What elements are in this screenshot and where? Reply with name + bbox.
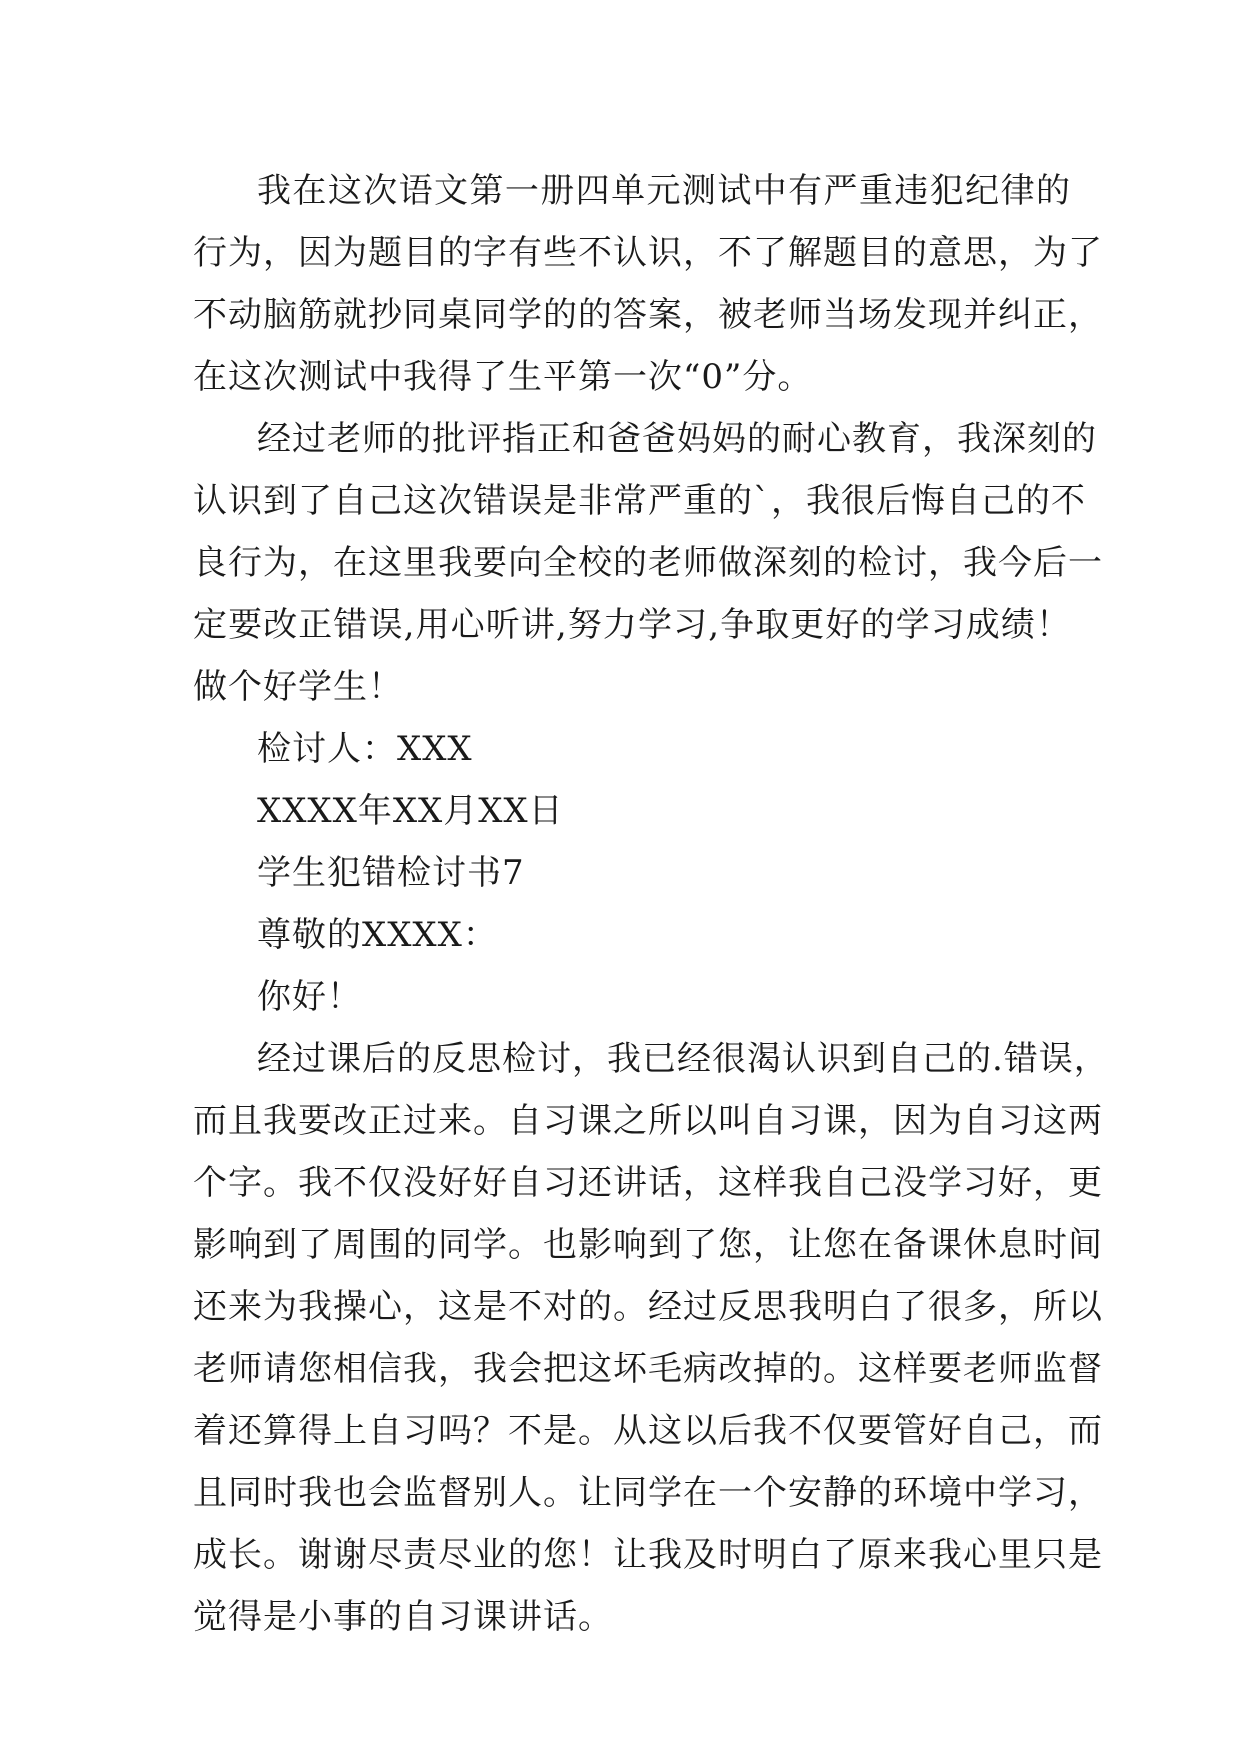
document-line: 检讨人：XXX [257,729,473,769]
document-line: 学生犯错检讨书7 [257,853,525,893]
document-line: 而且我要改正过来。自习课之所以叫自习课，因为自习这两 [193,1101,1103,1141]
document-line: 影响到了周围的同学。也影响到了您，让您在备课休息时间 [193,1225,1103,1265]
document-line: XXXX年XX月XX日 [257,791,564,831]
document-line: 良行为，在这里我要向全校的老师做深刻的检讨，我今后一 [193,543,1103,583]
document-line: 行为，因为题目的字有些不认识，不了解题目的意思，为了 [193,233,1103,273]
document-line: 还来为我操心，这是不对的。经过反思我明白了很多，所以 [193,1287,1103,1327]
document-line: 定要改正错误,用心听讲,努力学习,争取更好的学习成绩！ [193,605,1071,645]
document-line: 尊敬的XXXX： [257,915,498,955]
document-line: 且同时我也会监督别人。让同学在一个安静的环境中学习， [193,1473,1103,1513]
document-line: 认识到了自己这次错误是非常严重的`，我很后悔自己的不 [193,481,1086,521]
document-line: 觉得是小事的自习课讲话。 [193,1597,613,1637]
document-line: 在这次测试中我得了生平第一次“0”分。 [193,357,813,397]
document-line: 着还算得上自习吗？不是。从这以后我不仅要管好自己，而 [193,1411,1103,1451]
document-line: 我在这次语文第一册四单元测试中有严重违犯纪律的 [257,171,1071,211]
document-line: 你好！ [257,977,362,1017]
document-line: 个字。我不仅没好好自习还讲话，这样我自己没学习好，更 [193,1163,1103,1203]
document-line: 老师请您相信我，我会把这坏毛病改掉的。这样要老师监督 [193,1349,1103,1389]
document-line: 不动脑筋就抄同桌同学的的答案，被老师当场发现并纠正， [193,295,1103,335]
document-line: 做个好学生！ [193,667,403,707]
document-line: 经过老师的批评指正和爸爸妈妈的耐心教育，我深刻的 [257,419,1097,459]
document-line: 经过课后的反思检讨，我已经很渴认识到自己的.错误， [257,1039,1109,1079]
document-line: 成长。谢谢尽责尽业的您！让我及时明白了原来我心里只是 [193,1535,1103,1575]
document-body [193,160,1109,1648]
